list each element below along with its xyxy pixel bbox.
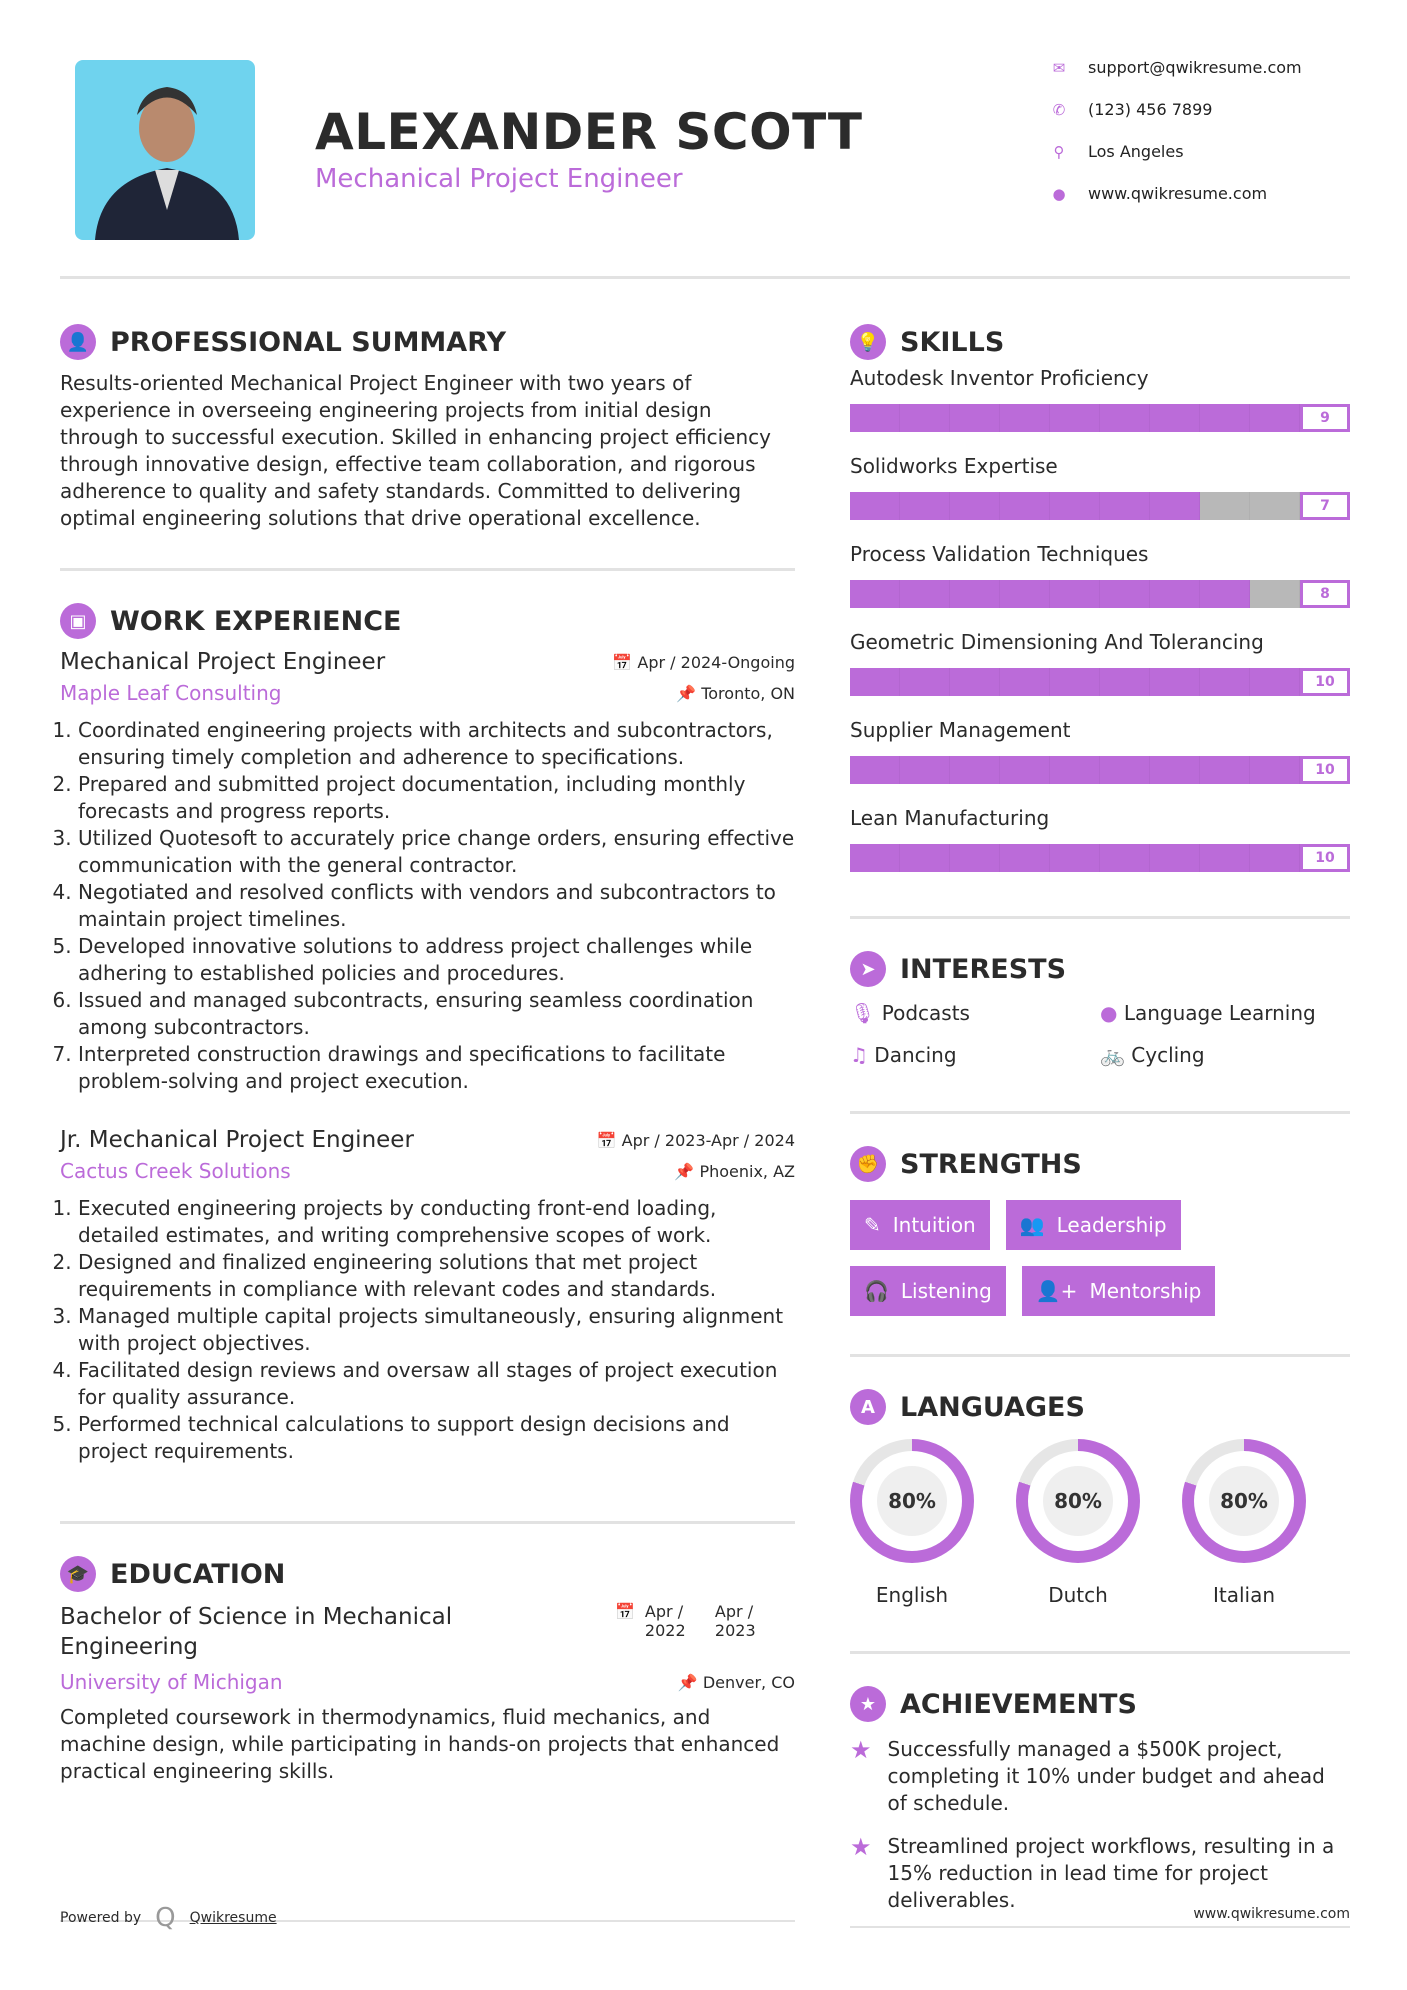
skill-bar — [850, 580, 1350, 608]
heading-text: STRENGTHS — [900, 1148, 1082, 1180]
phone-text: (123) 456 7899 — [1088, 100, 1213, 119]
skill-segment — [1050, 844, 1100, 872]
star-icon: ★ — [850, 1736, 872, 1764]
skill-segment — [900, 668, 950, 696]
globe-icon: ● — [1100, 1001, 1118, 1025]
experience-heading — [60, 603, 795, 639]
languages-list — [850, 1439, 1350, 1607]
skill-value: 7 — [1300, 492, 1350, 520]
heading-text: EDUCATION — [110, 1558, 286, 1590]
skill-segment — [1250, 668, 1300, 696]
skill-segment — [950, 668, 1000, 696]
language-label: English — [875, 1583, 949, 1607]
divider — [60, 568, 795, 571]
skill-item — [850, 630, 1350, 696]
skill-bar — [850, 668, 1350, 696]
star-icon: ★ — [850, 1833, 872, 1861]
skill-bar — [850, 492, 1350, 520]
job-date: 📅 Apr / 2024-Ongoing — [612, 652, 795, 672]
location-text: Denver, CO — [702, 1672, 795, 1692]
fist-icon: ✊ — [850, 1146, 886, 1182]
list-item: 7. Interpreted construction drawings and specifications to facilitate problem-solving and project execution. — [78, 1041, 795, 1095]
job-location: 📌 Toronto, ON — [676, 683, 795, 703]
language-ring — [1182, 1439, 1306, 1563]
skill-segment — [850, 668, 900, 696]
skill-segment — [1050, 580, 1100, 608]
list-item: 1. Executed engineering projects by conducting front-end loading, detailed estimates, and writing comprehensive scopes of work. — [78, 1195, 795, 1249]
skill-segment — [1000, 844, 1050, 872]
list-item: 4. Facilitated design reviews and oversaw all stages of project execution for quality assurance. — [78, 1357, 795, 1411]
date-text: Apr / 2023-Apr / 2024 — [621, 1130, 795, 1150]
skill-item — [850, 366, 1350, 432]
skill-segment — [950, 844, 1000, 872]
skill-segment — [1200, 668, 1250, 696]
summary-text: Results-oriented Mechanical Project Engineer with two years of experience in overseeing engineering projects from initial design through to successful execution. Skilled in enhancing project efficiency through innovative design, effective team collaboration, and rigorous adherence to quality and safety standards. Committed to delivering optimal engineering solutions that drive operational excellence. — [60, 371, 771, 530]
skill-segment — [1100, 668, 1150, 696]
microphone-icon: 🎙 — [850, 1001, 876, 1025]
language-label: Dutch — [1048, 1583, 1108, 1607]
skill-label: Supplier Management — [850, 718, 1071, 742]
skill-segment — [850, 404, 900, 432]
skill-segment — [1150, 404, 1200, 432]
skill-item — [850, 454, 1350, 520]
list-item: 4. Negotiated and resolved conflicts with vendors and subcontractors to maintain project timelines. — [78, 879, 795, 933]
location-text: Phoenix, AZ — [699, 1161, 795, 1181]
skill-segment — [1000, 404, 1050, 432]
skill-segment — [1200, 756, 1250, 784]
lightbulb-icon: 💡 — [850, 324, 886, 360]
skill-segment — [1150, 580, 1200, 608]
brand-link[interactable]: Qwikresume — [189, 1910, 277, 1926]
contact-phone — [1050, 100, 1212, 119]
interest-item — [850, 1043, 1100, 1067]
list-item: 6. Issued and managed subcontracts, ensuring seamless coordination among subcontractors. — [78, 987, 795, 1041]
heading-text: PROFESSIONAL SUMMARY — [110, 326, 507, 358]
heading-text: WORK EXPERIENCE — [110, 605, 402, 637]
skill-segment — [1050, 404, 1100, 432]
language-percent: 80% — [877, 1466, 947, 1536]
strength-chip — [1022, 1266, 1216, 1316]
language-item — [850, 1439, 974, 1607]
skills-heading — [850, 324, 1350, 360]
achievement-item — [850, 1833, 1350, 1914]
achievements-heading — [850, 1686, 1350, 1722]
language-item — [1016, 1439, 1140, 1607]
footer-website[interactable]: www.qwikresume.com — [1193, 1906, 1350, 1922]
skill-segment — [1000, 492, 1050, 520]
strength-label: Leadership — [1056, 1213, 1167, 1237]
language-label: Italian — [1212, 1583, 1276, 1607]
achievement-text: Streamlined project workflows, resulting in a 15% reduction in lead time for project deliverables. — [887, 1834, 1335, 1912]
skill-segment — [850, 580, 900, 608]
location-text: Los Angeles — [1088, 142, 1184, 161]
skill-segment — [850, 492, 900, 520]
star-badge-icon: ★ — [850, 1686, 886, 1722]
skill-segment — [850, 756, 900, 784]
skill-bar — [850, 404, 1350, 432]
skill-segment — [1150, 844, 1200, 872]
list-item: 2. Prepared and submitted project documentation, including monthly forecasts and progress reports. — [78, 771, 795, 825]
skill-value: 10 — [1300, 844, 1350, 872]
skill-segment — [1100, 492, 1150, 520]
skill-segment — [1250, 756, 1300, 784]
date-text: Apr / 2024-Ongoing — [637, 652, 795, 672]
language-percent: 80% — [1209, 1466, 1279, 1536]
skill-segment — [950, 756, 1000, 784]
strength-chip — [850, 1200, 990, 1250]
job-bullets — [60, 1195, 795, 1465]
language-item — [1182, 1439, 1306, 1607]
job-entry — [60, 1127, 795, 1465]
skill-segment — [950, 580, 1000, 608]
divider — [850, 1651, 1350, 1654]
skill-segment — [1200, 580, 1250, 608]
interest-label: Podcasts — [881, 1001, 970, 1025]
skill-segment — [1150, 668, 1200, 696]
education-location: 📌 Denver, CO — [677, 1672, 795, 1692]
job-title: Jr. Mechanical Project Engineer — [60, 1127, 414, 1153]
globe-icon: ● — [1052, 184, 1066, 203]
skill-segment — [950, 404, 1000, 432]
user-plus-icon: 👤+ — [1035, 1279, 1078, 1303]
education-text: Completed coursework in thermodynamics, fluid mechanics, and machine design, while participating in hands-on projects that enhanced practical engineering skills. — [60, 1705, 780, 1783]
interest-label: Language Learning — [1123, 1001, 1316, 1025]
achievement-item — [850, 1736, 1350, 1817]
interest-label: Dancing — [874, 1043, 957, 1067]
end-date: Apr / 2023 — [714, 1602, 756, 1640]
skill-segment — [1150, 492, 1200, 520]
skill-segment — [1250, 844, 1300, 872]
company-name: Cactus Creek Solutions — [60, 1159, 291, 1183]
skill-bar — [850, 844, 1350, 872]
skill-item — [850, 542, 1350, 608]
paper-plane-icon: ➤ — [850, 951, 886, 987]
skill-value: 10 — [1300, 668, 1350, 696]
strength-chip — [850, 1266, 1006, 1316]
heading-text: INTERESTS — [900, 953, 1067, 985]
skill-item — [850, 718, 1350, 784]
skill-segment — [1250, 580, 1300, 608]
skill-label: Geometric Dimensioning And Tolerancing — [850, 630, 1264, 654]
languages-heading — [850, 1389, 1350, 1425]
skill-segment — [850, 844, 900, 872]
language-ring — [850, 1439, 974, 1563]
interest-item — [850, 1001, 1100, 1025]
strengths-heading — [850, 1146, 1350, 1182]
skill-segment — [1000, 580, 1050, 608]
strength-label: Listening — [900, 1279, 992, 1303]
job-date: 📅 Apr / 2023-Apr / 2024 — [596, 1130, 795, 1150]
skill-segment — [950, 492, 1000, 520]
list-item: 3. Utilized Quotesoft to accurately price change orders, ensuring effective communication with the general contractor. — [78, 825, 795, 879]
headphones-icon: 🎧 — [864, 1279, 889, 1303]
strength-label: Mentorship — [1089, 1279, 1202, 1303]
summary-heading — [60, 324, 795, 360]
skills-list — [850, 366, 1350, 872]
list-item: 3. Managed multiple capital projects simultaneously, ensuring alignment with project objectives. — [78, 1303, 795, 1357]
divider — [60, 276, 1350, 279]
strength-label: Intuition — [892, 1213, 976, 1237]
skill-segment — [900, 580, 950, 608]
heading-text: ACHIEVEMENTS — [900, 1688, 1137, 1720]
candidate-title: Mechanical Project Engineer — [315, 164, 683, 194]
heading-text: LANGUAGES — [900, 1391, 1085, 1423]
interest-label: Cycling — [1131, 1043, 1205, 1067]
skill-segment — [1050, 668, 1100, 696]
interest-item — [1100, 1001, 1350, 1025]
skill-segment — [900, 492, 950, 520]
skill-segment — [1100, 580, 1150, 608]
calendar-icon: 📅 — [615, 1602, 635, 1621]
location-text: Toronto, ON — [701, 683, 795, 703]
contact-website[interactable] — [1050, 184, 1267, 203]
list-item: 2. Designed and finalized engineering solutions that met project requirements in compliance with relevant codes and standards. — [78, 1249, 795, 1303]
education-heading — [60, 1556, 795, 1592]
list-item: 5. Performed technical calculations to support design decisions and project requirements. — [78, 1411, 795, 1465]
achievement-text: Successfully managed a $500K project, completing it 10% under budget and ahead of schedule. — [887, 1737, 1325, 1815]
briefcase-icon: ▣ — [60, 603, 96, 639]
map-pin-icon: ⚲ — [1053, 142, 1065, 161]
skill-item — [850, 806, 1350, 872]
skill-segment — [900, 404, 950, 432]
company-name: Maple Leaf Consulting — [60, 681, 282, 705]
divider — [850, 1354, 1350, 1357]
phone-icon: ✆ — [1052, 100, 1066, 119]
ring-inner — [862, 1451, 962, 1551]
users-icon: 👥 — [1019, 1213, 1045, 1237]
interests-heading — [850, 951, 1350, 987]
skill-segment — [1100, 756, 1150, 784]
music-note-icon: ♫ — [850, 1043, 868, 1067]
email-text: support@qwikresume.com — [1088, 58, 1302, 77]
skill-label: Solidworks Expertise — [850, 454, 1058, 478]
skill-segment — [1050, 492, 1100, 520]
qwikresume-logo-icon: Q — [155, 1903, 176, 1933]
skill-segment — [1050, 756, 1100, 784]
powered-by — [60, 1903, 277, 1933]
skill-value: 9 — [1300, 404, 1350, 432]
contact-email[interactable] — [1050, 58, 1302, 77]
school-name: University of Michigan — [60, 1670, 283, 1694]
education-date — [615, 1602, 795, 1662]
skill-segment — [1150, 756, 1200, 784]
interest-item — [1100, 1043, 1350, 1067]
list-item: 5. Developed innovative solutions to address project challenges while adhering to established policies and procedures. — [78, 933, 795, 987]
job-location: 📌 Phoenix, AZ — [674, 1161, 795, 1181]
skill-label: Lean Manufacturing — [850, 806, 1050, 830]
list-item: 1. Coordinated engineering projects with architects and subcontractors, ensuring timely completion and adherence to specifications. — [78, 717, 795, 771]
bicycle-icon: 🚲 — [1100, 1043, 1125, 1067]
skill-bar — [850, 756, 1350, 784]
skill-segment — [1250, 492, 1300, 520]
divider — [850, 1926, 1350, 1928]
powered-text: Powered by — [60, 1910, 142, 1926]
skill-segment — [1250, 404, 1300, 432]
skill-segment — [900, 844, 950, 872]
language-ring — [1016, 1439, 1140, 1563]
skill-label: Process Validation Techniques — [850, 542, 1149, 566]
skill-segment — [1200, 844, 1250, 872]
divider — [60, 1521, 795, 1524]
website-text: www.qwikresume.com — [1088, 184, 1268, 203]
divider — [850, 1111, 1350, 1114]
skill-segment — [1000, 668, 1050, 696]
contact-location — [1050, 142, 1184, 161]
skill-segment — [1100, 404, 1150, 432]
degree: Bachelor of Science in Mechanical Engineering — [60, 1604, 453, 1660]
profile-photo — [75, 60, 255, 240]
job-entry — [60, 649, 795, 1095]
user-icon: 👤 — [60, 324, 96, 360]
skill-segment — [1100, 844, 1150, 872]
magic-wand-icon: ✎ — [864, 1213, 881, 1237]
graduate-icon: 🎓 — [60, 1556, 96, 1592]
skill-label: Autodesk Inventor Proficiency — [850, 366, 1149, 390]
candidate-name: ALEXANDER SCOTT — [315, 103, 863, 161]
language-percent: 80% — [1043, 1466, 1113, 1536]
skill-value: 10 — [1300, 756, 1350, 784]
job-bullets — [60, 717, 795, 1095]
skill-segment — [1200, 492, 1250, 520]
skill-segment — [900, 756, 950, 784]
divider — [850, 916, 1350, 919]
language-card-icon: A — [850, 1389, 886, 1425]
skill-segment — [1000, 756, 1050, 784]
ring-inner — [1028, 1451, 1128, 1551]
start-date: Apr / 2022 — [644, 1602, 686, 1640]
skill-value: 8 — [1300, 580, 1350, 608]
strength-chip — [1006, 1200, 1181, 1250]
skill-segment — [1200, 404, 1250, 432]
envelope-icon: ✉ — [1052, 58, 1066, 77]
heading-text: SKILLS — [900, 326, 1005, 358]
job-title: Mechanical Project Engineer — [60, 649, 386, 675]
ring-inner — [1194, 1451, 1294, 1551]
